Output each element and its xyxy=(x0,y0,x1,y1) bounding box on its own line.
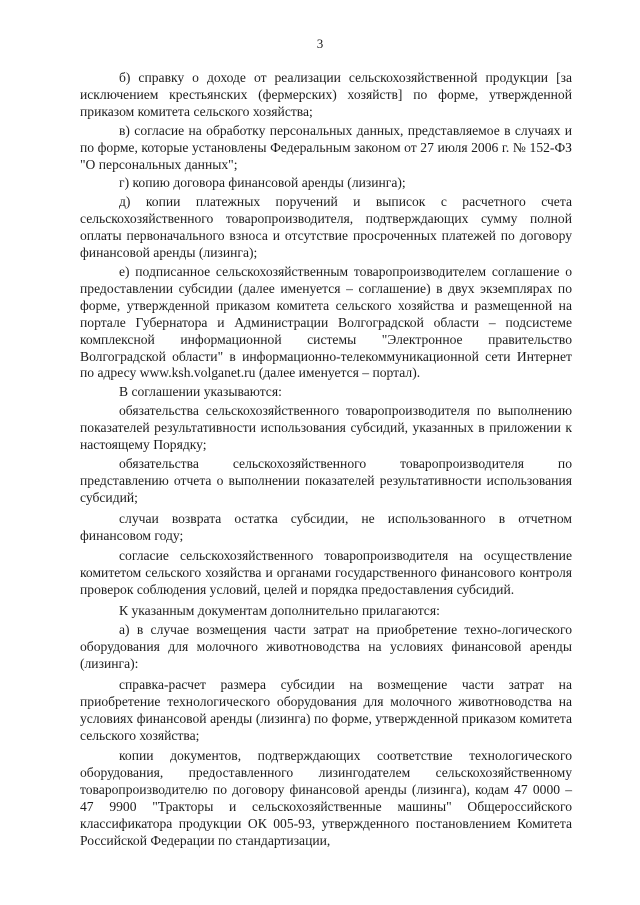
agreement-item-3: случаи возврата остатка субсидии, не использованного в отчетном финансовом году; xyxy=(80,510,572,543)
additional-item-a: а) в случае возмещения части затрат на приобретение техно-логического оборудования для молочного животноводства на условиях финансовой аренды (лизинга): xyxy=(80,622,572,671)
additional-documents-intro: К указанным документам дополнительно прилагаются: xyxy=(119,603,440,619)
equipment-documents: копии документов, подтверждающих соответствие технологического оборудования, предоставленного лизингодателем сельскохозяйственному товаропроизводителю по договору финансовой аренды (лизинга), кодам 47 0000 – 47 9900 "Тракторы и сельскохозяйственные машины" Общероссийского классификатора продукции ОК 005-93, утвержденного постановлением Комитета Российской Федерации по стандартизации, xyxy=(80,748,572,848)
paragraph-b: б) справку о доходе от реализации сельскохозяйственной продукции [за исключением крестьянских (фермерских) хозяйств] по форме, утвержденной приказом комитета сельского хозяйства; xyxy=(80,70,572,119)
paragraph-e: е) подписанное сельскохозяйственным товаропроизводителем соглашение о предоставлении субсидии (далее именуется – соглашение) в двух экземплярах по форме, утвержденной приказом комитета сельского хозяйства и размещенной на портале Губернатора и Администрации Волгоградской области – подсистеме комплексной информационной системы "Электронное правительство Волгоградской области" в информационно-телекоммуникационной сети Интернет по адресу www.ksh.volganet.ru (далее именуется – портал). xyxy=(80,263,572,381)
agreement-item-2: обязательства сельскохозяйственного товаропроизводителя по представлению отчета о выполнении показателей результативности использования субсидий; xyxy=(80,455,572,505)
paragraph-v: в) согласие на обработку персональных данных, представляемое в случаях и по форме, которые установлены Федеральным законом от 27 июля 2006 г. № 152-ФЗ "О персональных данных"; xyxy=(80,122,572,172)
agreement-intro: В соглашении указываются: xyxy=(119,384,282,400)
page-number: 3 xyxy=(316,36,324,51)
subsidy-calculation: справка-расчет размера субсидии на возмещение части затрат на приобретение технологического оборудования для молочного животноводства на условиях финансовой аренды (лизинга) по форме, утвержденной приказом комитета сельского хозяйства; xyxy=(80,676,572,743)
agreement-item-1: обязательства сельскохозяйственного товаропроизводителя по выполнению показателей результативности использования субсидий, указанных в приложении к настоящему Порядку; xyxy=(80,403,572,453)
document-body xyxy=(80,70,572,850)
paragraph-d: д) копии платежных поручений и выписок с расчетного счета сельскохозяйственного товаропроизводителя, подтверждающих сумму полной оплаты первоначального взноса и отсутствие просроченных платежей по договору финансовой аренды (лизинга); xyxy=(80,194,572,261)
agreement-item-4: согласие сельскохозяйственного товаропроизводителя на осуществление комитетом сельского хозяйства и органами государственного финансового контроля проверок соблюдения условий, целей и порядка предоставления субсидий. xyxy=(80,548,572,598)
paragraph-g: г) копию договора финансовой аренды (лизинга); xyxy=(119,175,406,191)
